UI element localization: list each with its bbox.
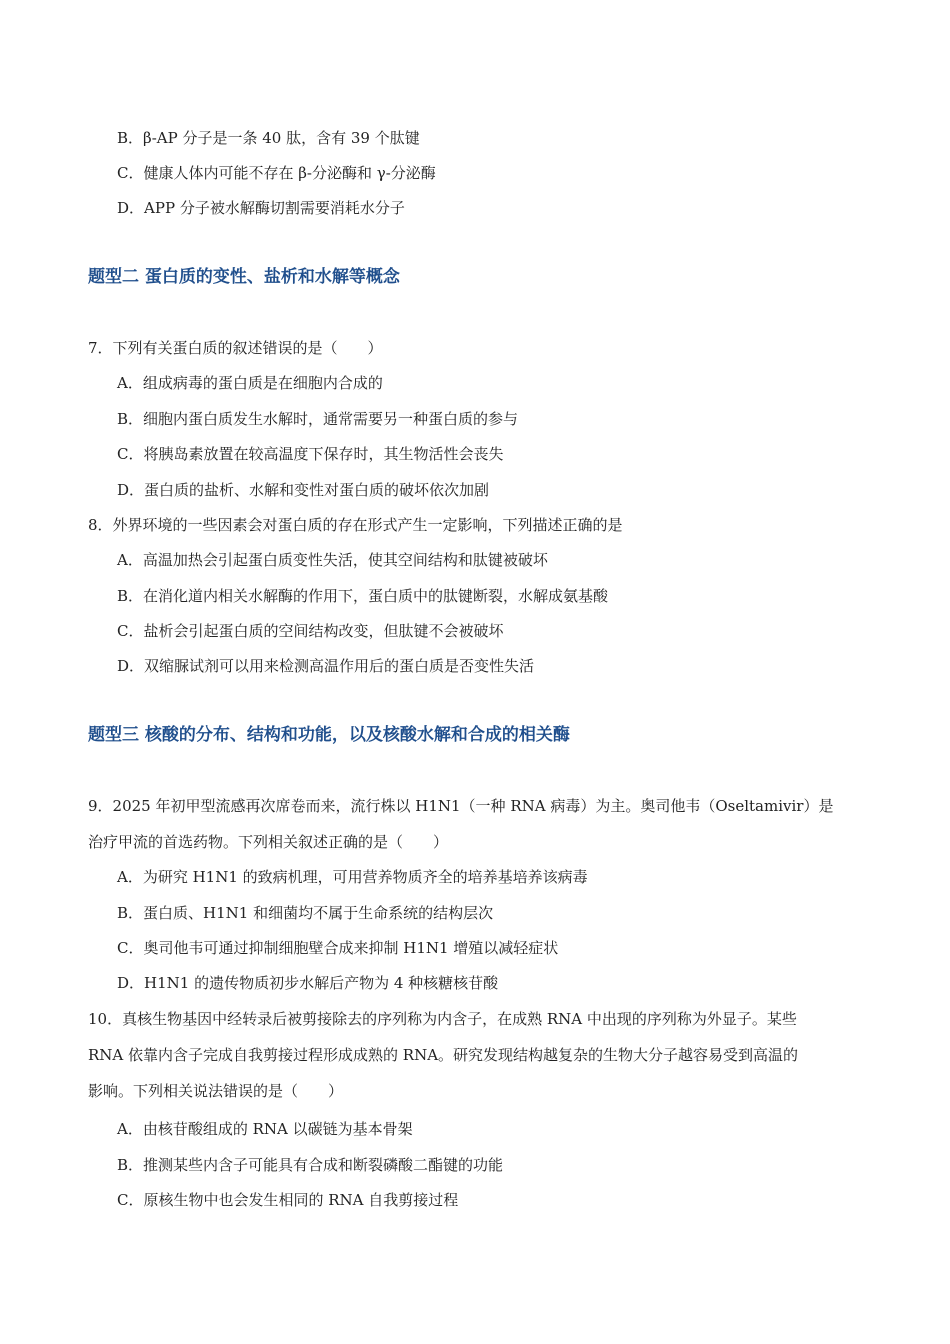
section-heading-3: 题型三 核酸的分布、结构和功能，以及核酸水解和合成的相关酶 bbox=[88, 725, 570, 745]
q10-option-a: A．由核苷酸组成的 RNA 以碳链为基本骨架 bbox=[117, 1120, 413, 1138]
q7-option-d: D．蛋白质的盐析、水解和变性对蛋白质的破坏依次加剧 bbox=[117, 481, 490, 499]
q7-option-a: A．组成病毒的蛋白质是在细胞内合成的 bbox=[117, 374, 383, 392]
q10-stem-line-2: RNA 依靠内含子完成自我剪接过程形成成熟的 RNA。研究发现结构越复杂的生物大分子越容易受到高温的 bbox=[88, 1046, 799, 1064]
section-heading-2: 题型二 蛋白质的变性、盐析和水解等概念 bbox=[88, 267, 400, 287]
q9-stem-line-2: 治疗甲流的首选药物。下列相关叙述正确的是（ ） bbox=[88, 833, 449, 851]
q7-option-c: C．将胰岛素放置在较高温度下保存时，其生物活性会丧失 bbox=[117, 445, 504, 463]
q9-option-a: A．为研究 H1N1 的致病机理，可用营养物质齐全的培养基培养该病毒 bbox=[117, 868, 588, 886]
q7-stem: 7．下列有关蛋白质的叙述错误的是（ ） bbox=[88, 339, 383, 357]
q6-option-d: D．APP 分子被水解酶切割需要消耗水分子 bbox=[117, 199, 405, 217]
q9-option-c: C．奥司他韦可通过抑制细胞壁合成来抑制 H1N1 增殖以减轻症状 bbox=[117, 939, 559, 957]
q8-option-d: D．双缩脲试剂可以用来检测高温作用后的蛋白质是否变性失活 bbox=[117, 657, 535, 675]
q10-option-c: C．原核生物中也会发生相同的 RNA 自我剪接过程 bbox=[117, 1191, 459, 1209]
q8-option-a: A．高温加热会引起蛋白质变性失活，使其空间结构和肽键被破坏 bbox=[117, 551, 548, 569]
q6-option-b: B．β-AP 分子是一条 40 肽，含有 39 个肽键 bbox=[117, 129, 420, 147]
q8-option-b: B．在消化道内相关水解酶的作用下，蛋白质中的肽键断裂，水解成氨基酸 bbox=[117, 587, 609, 605]
q10-stem-line-3: 影响。下列相关说法错误的是（ ） bbox=[88, 1082, 344, 1100]
q10-option-b: B．推测某些内含子可能具有合成和断裂磷酸二酯键的功能 bbox=[117, 1156, 504, 1174]
q6-option-c: C．健康人体内可能不存在 β-分泌酶和 γ-分泌酶 bbox=[117, 164, 436, 182]
q9-option-b: B．蛋白质、H1N1 和细菌均不属于生命系统的结构层次 bbox=[117, 904, 494, 922]
q9-option-d: D．H1N1 的遗传物质初步水解后产物为 4 种核糖核苷酸 bbox=[117, 974, 499, 992]
q9-stem-line-1: 9．2025 年初甲型流感再次席卷而来，流行株以 H1N1（一种 RNA 病毒）为主。奥司他韦（Oseltamivir）是 bbox=[88, 797, 834, 815]
q7-option-b: B．细胞内蛋白质发生水解时，通常需要另一种蛋白质的参与 bbox=[117, 410, 519, 428]
q8-option-c: C．盐析会引起蛋白质的空间结构改变，但肽键不会被破坏 bbox=[117, 622, 504, 640]
q8-stem: 8．外界环境的一些因素会对蛋白质的存在形式产生一定影响，下列描述正确的是 bbox=[88, 516, 623, 534]
q10-stem-line-1: 10．真核生物基因中经转录后被剪接除去的序列称为内含子，在成熟 RNA 中出现的序列称为外显子。某些 bbox=[88, 1010, 797, 1028]
